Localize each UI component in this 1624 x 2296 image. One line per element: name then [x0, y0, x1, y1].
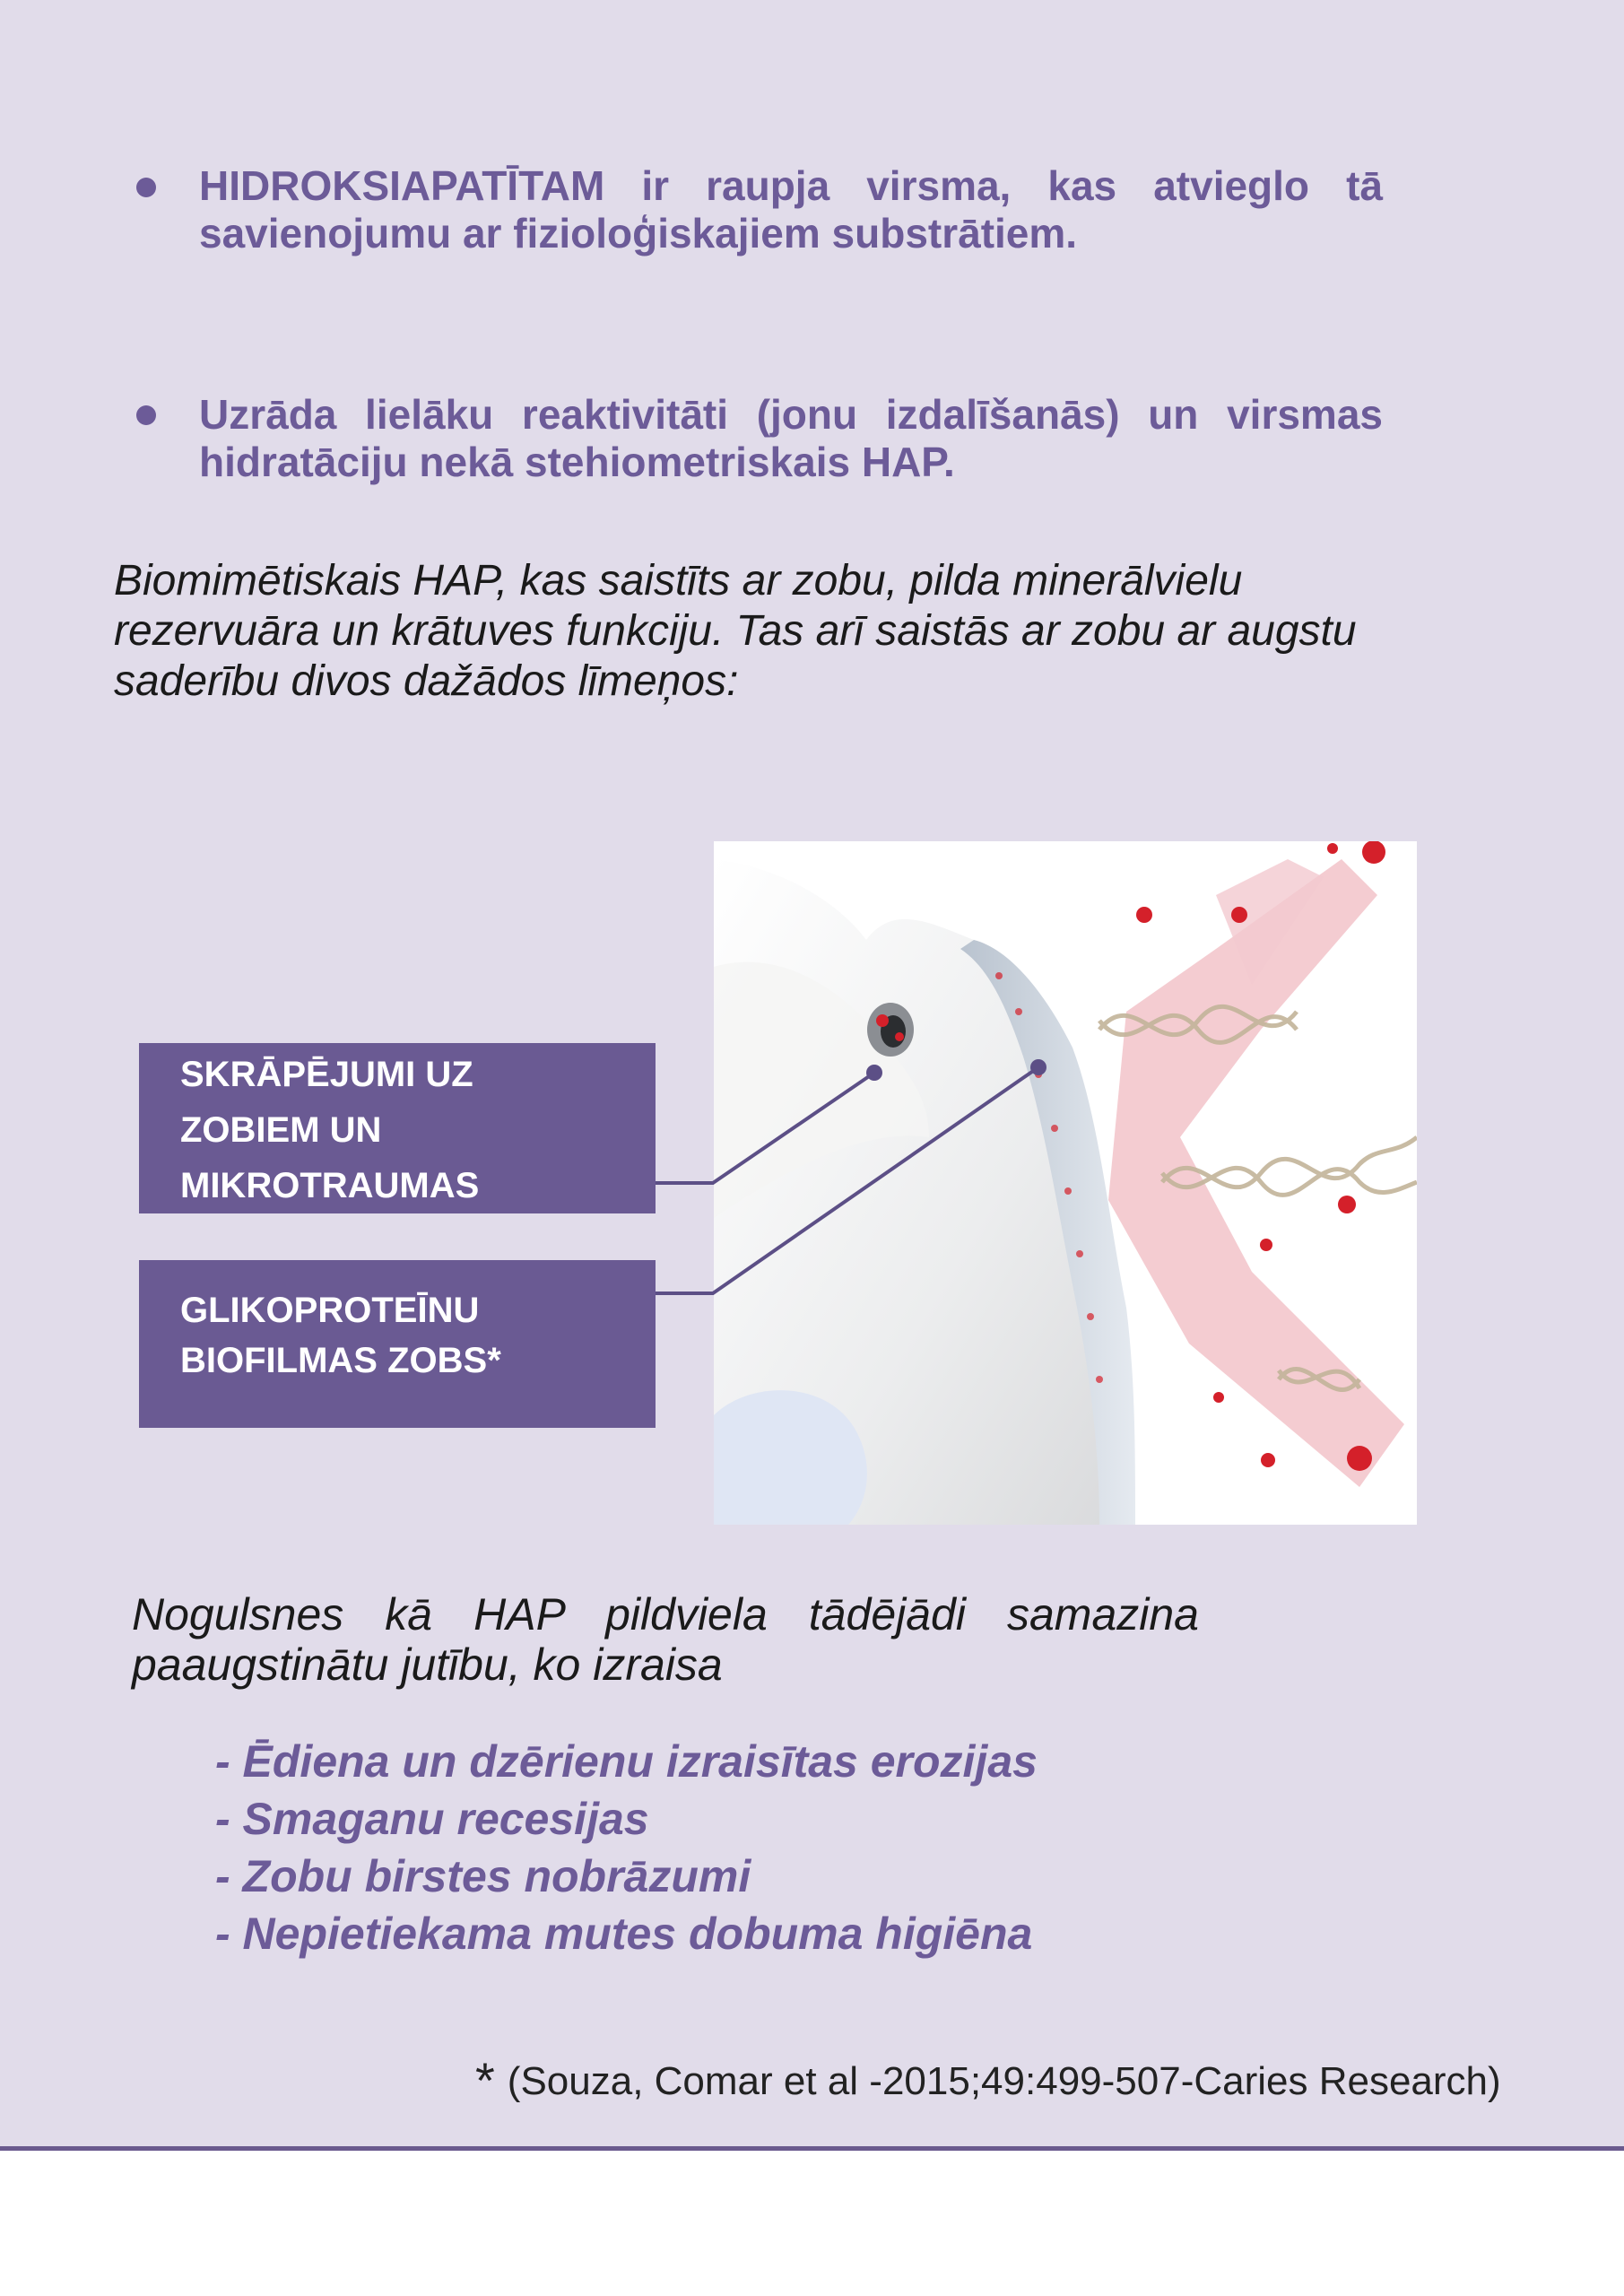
sensitivity-causes-list: [215, 1733, 1038, 1962]
bottom-divider-line: [0, 2146, 1624, 2151]
bullet-text-2: Uzrāda lielāku reaktivitāti (jonu izdalīšanās) un virsmas hidratāciju nekā stehiometriskais HAP.: [199, 391, 1383, 485]
outro-paragraph: Nogulsnes kā HAP pildviela tādējādi samazina paaugstinātu jutību, ko izraisa: [132, 1589, 1199, 1690]
label-scratches-line-2: ZOBIEM UN: [180, 1110, 382, 1150]
bullet-dot-2: [136, 405, 156, 425]
reference-asterisk: *: [475, 2052, 495, 2109]
intro-paragraph: Biomimētiskais HAP, kas saistīts ar zobu, pilda minerālvielu rezervuāra un krātuves funkciju. Tas arī saistās ar zobu ar augstu saderību divos dažādos līmeņos:: [114, 557, 1357, 705]
label-scratches-line-1: SKRĀPĒJUMI UZ: [180, 1055, 473, 1094]
label-glycoprotein-biofilm: [139, 1260, 656, 1428]
label-glycoprotein-line-2: BIOFILMAS ZOBS*: [180, 1341, 501, 1380]
reference-citation: [475, 2052, 1501, 2109]
reference-text: (Souza, Comar et al -2015;49:499-507-Caries Research): [507, 2059, 1501, 2103]
list-item: - Ēdiena un dzērienu izraisītas erozijas: [215, 1736, 1038, 1787]
label-scratches-microtrauma: [139, 1043, 656, 1213]
bullet-dot-1: [136, 178, 156, 197]
list-item: - Nepietiekama mutes dobuma higiēna: [215, 1909, 1033, 1959]
label-glycoprotein-line-1: GLIKOPROTEĪNU: [180, 1291, 480, 1330]
list-item: - Smaganu recesijas: [215, 1794, 649, 1844]
list-item: - Zobu birstes nobrāzumi: [215, 1851, 751, 1901]
bullet-text-1: HIDROKSIAPATĪTAM ir raupja virsma, kas atvieglo tā savienojumu ar fizioloģiskajiem substrātiem.: [199, 162, 1383, 257]
label-scratches-line-3: MIKROTRAUMAS: [180, 1166, 480, 1205]
tooth-hap-illustration: [714, 841, 1417, 1525]
